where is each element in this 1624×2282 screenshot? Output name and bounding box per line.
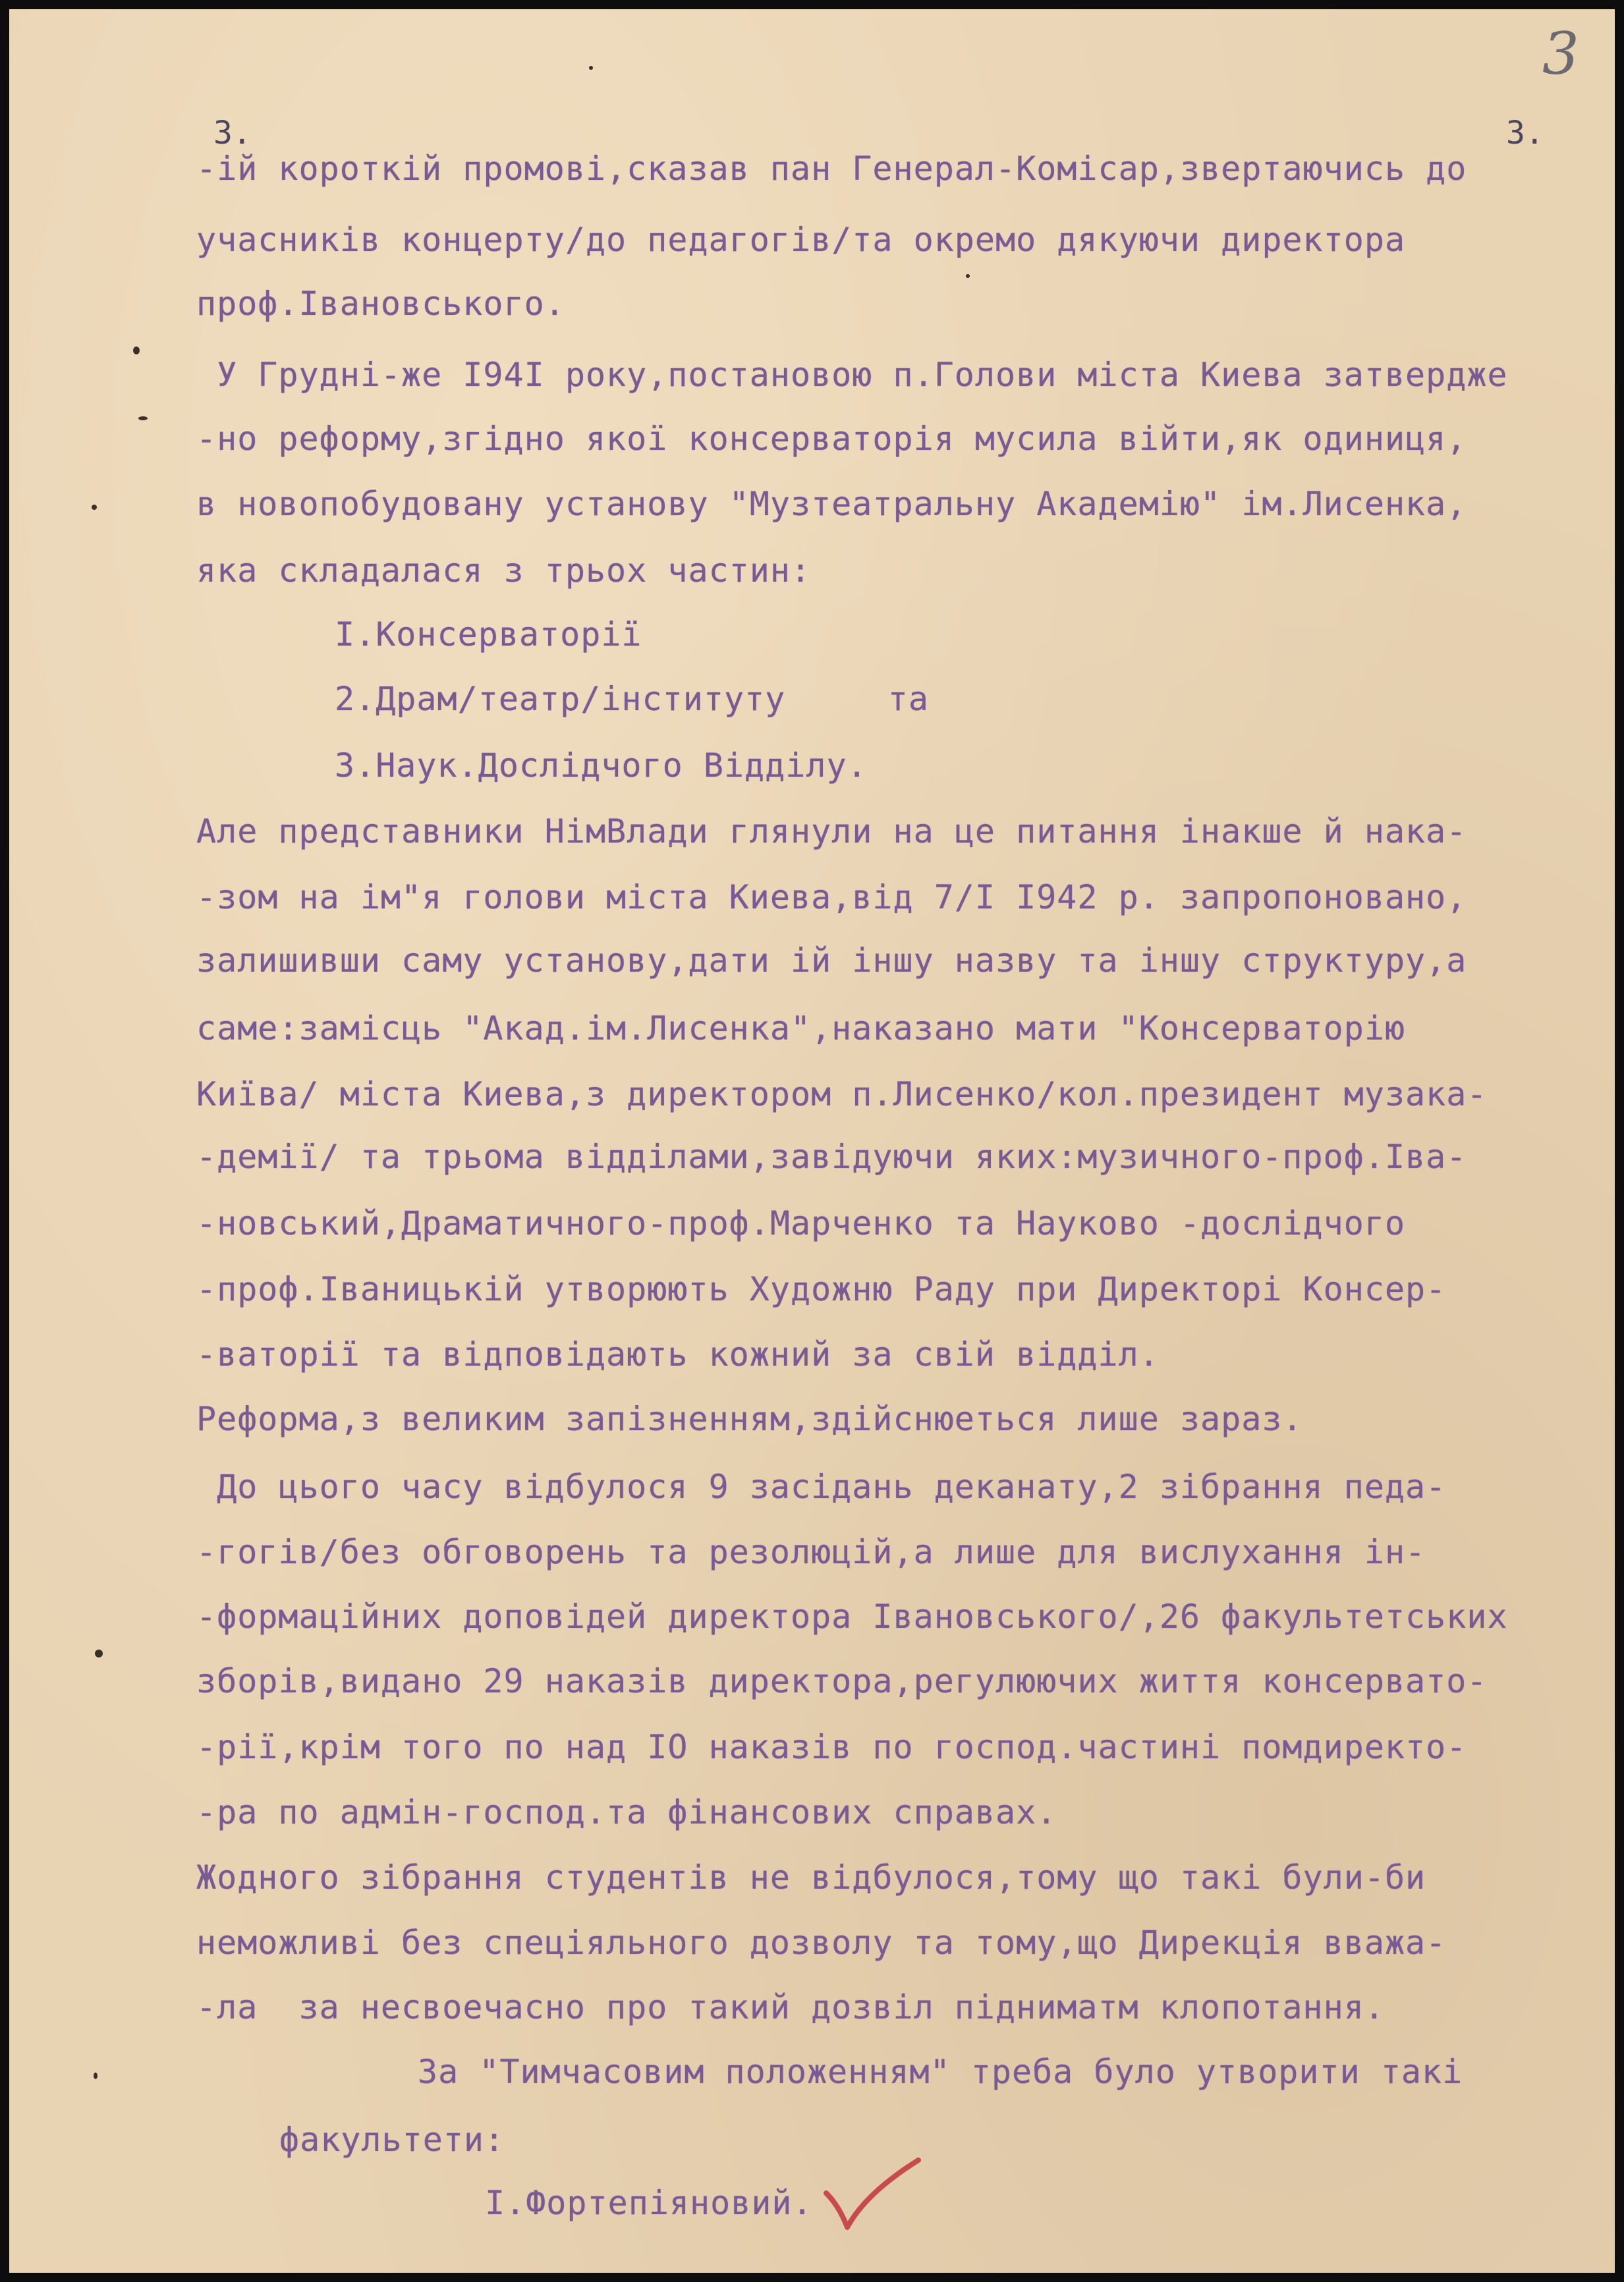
text-line: -ла за несвоечасно про такий дозвіл підниматм клопотання. bbox=[196, 1988, 1385, 2026]
text-line: У Грудні-же I94I року,постановою п.Голови міста Киева затвердже bbox=[196, 356, 1508, 394]
paper-speck bbox=[95, 1650, 103, 1657]
text-line: саме:замісць "Акад.ім.Лисенка",наказано мати "Консерваторію bbox=[196, 1009, 1406, 1047]
text-line: Реформа,з великим запізненням,здійснюеться лише зараз. bbox=[196, 1400, 1303, 1438]
text-line: -зом на ім"я голови міста Киева,від 7/I I942 р. запропоновано, bbox=[196, 878, 1467, 916]
text-line: -рії,крім того по над IO наказів по господ.частині помдиректо- bbox=[196, 1728, 1467, 1766]
document-page bbox=[9, 9, 1615, 2273]
text-line: 3.Наук.Дослідчого Відділу. bbox=[335, 746, 868, 785]
archive-page-number: 3 bbox=[1542, 20, 1579, 88]
text-line: I.Консерваторії bbox=[335, 615, 642, 654]
text-line: яка складалася з трьох частин: bbox=[196, 551, 812, 590]
paper-speck bbox=[589, 66, 593, 70]
text-line: -проф.Іваницькій утворюють Художню Раду при Директорі Консер- bbox=[196, 1270, 1447, 1308]
text-line: Але представники НімВлади глянули на це питання інакше й нака- bbox=[196, 812, 1467, 850]
text-line: -но реформу,згідно якої консерваторія мусила війти,як одиниця, bbox=[196, 420, 1467, 458]
text-line: зборів,видано 29 наказів директора,регулюючих життя консервато- bbox=[196, 1662, 1488, 1700]
paper-speck bbox=[138, 416, 148, 420]
text-line: неможливі без спеціяльного дозволу та тому,що Дирекція вважа- bbox=[196, 1924, 1447, 1962]
text-line: залишивши саму установу,дати ій іншу назву та іншу структуру,а bbox=[196, 941, 1467, 980]
text-line: -ій короткій промові,сказав пан Генерал-Комісар,звертаючись до bbox=[196, 150, 1467, 188]
paper-speck bbox=[92, 505, 97, 510]
paper-speck bbox=[133, 347, 140, 354]
check-mark-icon bbox=[820, 2154, 925, 2246]
text-line: проф.Івановського. bbox=[196, 285, 565, 323]
text-line: За "Тимчасовим положенням" треба було утворити такі bbox=[418, 2053, 1463, 2091]
paper-speck bbox=[966, 274, 970, 278]
text-line: -новський,Драматичного-проф.Марченко та Науково -дослідчого bbox=[196, 1204, 1406, 1242]
text-line: -формаційних доповідей директора Івановського/,26 факультетських bbox=[196, 1598, 1508, 1636]
text-line: -демії/ та трьома відділами,завідуючи яких:музичного-проф.Іва- bbox=[196, 1138, 1467, 1176]
page-number-left: 3. bbox=[213, 115, 252, 152]
text-line: -гогів/без обговорень та резолюцій,а лише для вислухання ін- bbox=[196, 1533, 1426, 1571]
text-line: факультети: bbox=[279, 2121, 505, 2159]
text-line: в новопобудовану установу "Музтеатральну Академію" ім.Лисенка, bbox=[196, 485, 1467, 523]
text-line: -ваторії та відповідають кожний за свій відділ. bbox=[196, 1335, 1160, 1374]
text-line: Київа/ міста Киева,з директором п.Лисенко/кол.президент музака- bbox=[196, 1075, 1488, 1113]
text-line: До цього часу відбулося 9 засідань деканату,2 зібрання педа- bbox=[196, 1468, 1447, 1506]
page-number-right: 3. bbox=[1506, 115, 1544, 152]
text-line: учасників концерту/до педагогів/та окремо дякуючи директора bbox=[196, 221, 1406, 259]
text-line: -ра по адмін-господ.та фінансових справах. bbox=[196, 1793, 1057, 1831]
text-line: 2.Драм/театр/інституту та bbox=[335, 680, 929, 718]
paper-speck bbox=[94, 2073, 98, 2079]
text-line: I.Фортепіяновий. bbox=[485, 2184, 813, 2222]
text-line: Жодного зібрання студентів не відбулося,тому що такі були-би bbox=[196, 1858, 1426, 1897]
